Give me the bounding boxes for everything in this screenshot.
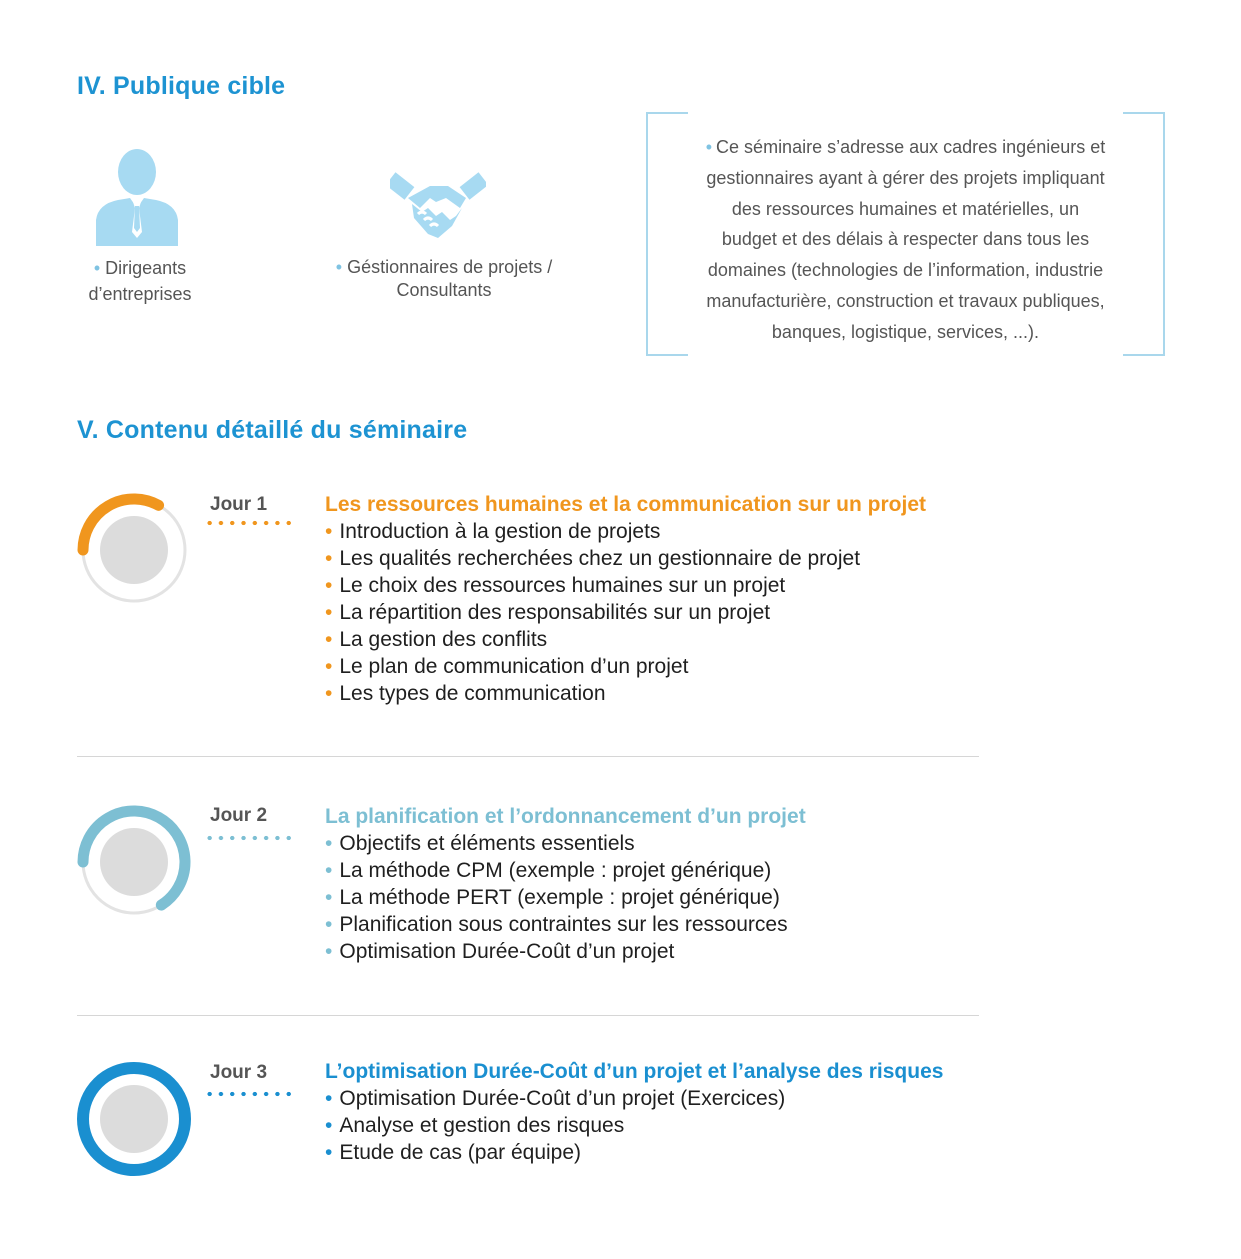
divider [77,756,979,757]
list-item: • Etude de cas (par équipe) [325,1141,582,1164]
day2-content [325,803,806,965]
description-line: manufacturière, construction et travaux publiques, [706,290,1105,311]
list-item: • La méthode PERT (exemple : projet générique) [325,886,780,909]
divider [77,1015,979,1016]
day2-dots [204,835,294,841]
bullet: • [93,258,101,278]
description-line: Ce séminaire s’adresse aux cadres ingénieurs et [716,137,1106,157]
day3-progress-ring [76,1061,192,1177]
description-line: domaines (technologies de l’information, industrie [707,260,1104,281]
day2-label: Jour 2 [210,805,268,826]
day1-dots [204,520,294,526]
ring-center [100,828,168,896]
day1-topic-list [325,518,926,707]
target-description-box [646,112,1165,356]
list-item: • Le choix des ressources humaines sur un projet [325,574,786,597]
day2-topic-list [325,830,806,965]
audience-line: Géstionnaires de projets / [347,257,553,277]
target-description [668,132,1143,348]
day1-content [325,491,926,707]
day1-progress-ring [76,492,192,608]
day2-progress-ring [76,804,192,920]
list-item: • Les qualités recherchées chez un gestionnaire de projet [325,547,861,570]
list-item: • La répartition des responsabilités sur un projet [325,601,771,624]
description-line: banques, logistique, services, ...). [771,321,1040,342]
day3-title: L’optimisation Durée-Coût d’un projet et l’analyse des risques [325,1060,944,1083]
description-line: des ressources humaines et matérielles, un [731,198,1080,219]
bullet: • [335,257,343,277]
day3-label: Jour 3 [210,1062,268,1083]
handshake-icon [390,168,486,250]
audience-caption-managers [314,256,574,302]
list-item: • Les types de communication [325,682,606,705]
ring-center [100,1085,168,1153]
audience-line: d’entreprises [88,284,192,304]
section-title-public: IV. Publique cible [77,72,286,100]
day3-topic-list [325,1085,943,1166]
day3-content [325,1058,943,1166]
bullet: • [705,137,713,157]
audience-line: Dirigeants [105,258,187,278]
day1-label: Jour 1 [210,494,268,515]
list-item: • Introduction à la gestion de projets [325,520,661,543]
list-item: • Objectifs et éléments essentiels [325,832,635,855]
list-item: • Optimisation Durée-Coût d’un projet (Exercices) [325,1087,786,1110]
list-item: • Le plan de communication d’un projet [325,655,689,678]
list-item: • Optimisation Durée-Coût d’un projet [325,940,675,963]
businessman-icon [92,148,182,246]
description-line: gestionnaires ayant à gérer des projets impliquant [706,167,1105,188]
day2-title: La planification et l’ordonnancement d’un projet [325,805,806,828]
list-item: • Analyse et gestion des risques [325,1114,625,1137]
list-item: • Planification sous contraintes sur les ressources [325,913,788,936]
day1-title: Les ressources humaines et la communication sur un projet [325,493,927,516]
audience-line: Consultants [396,280,492,300]
day3-dots [204,1091,294,1097]
list-item: • La méthode CPM (exemple : projet générique) [325,859,772,882]
description-line: budget et des délais à respecter dans tous les [721,229,1090,250]
audience-caption-executives [60,255,220,307]
section-title-content: V. Contenu détaillé du séminaire [77,416,468,444]
list-item: • La gestion des conflits [325,628,548,651]
ring-center [100,516,168,584]
